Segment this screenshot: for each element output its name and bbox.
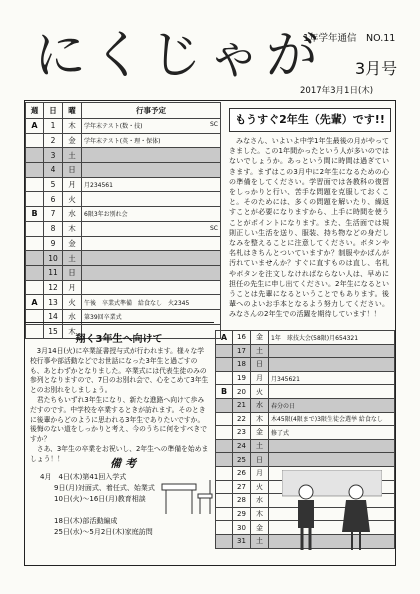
event-cell: 春分の日 bbox=[269, 398, 395, 412]
day-cell: 4 bbox=[44, 163, 63, 178]
schedule-table-march-1 bbox=[25, 102, 221, 339]
week-cell bbox=[216, 494, 233, 508]
dow-cell: 木 bbox=[251, 507, 269, 521]
schedule-row bbox=[26, 265, 221, 280]
dow-cell: 月 bbox=[63, 177, 82, 192]
event-text: 午後 卒業式準備 給食なし 火2345 bbox=[84, 299, 190, 307]
note-item: 25日(水)〜5月2日(木)家庭訪問 bbox=[40, 528, 153, 536]
sc-mark: SC bbox=[210, 225, 218, 233]
day-cell: 12 bbox=[44, 280, 63, 295]
week-cell bbox=[216, 398, 233, 412]
schedule-row bbox=[216, 385, 395, 399]
schedule-row bbox=[216, 358, 395, 372]
day-cell: 10 bbox=[44, 251, 63, 266]
schedule-row bbox=[26, 148, 221, 163]
event-cell: 木45限(4限まで)3限生徒会選挙 給食なし bbox=[269, 412, 395, 426]
note-item: 10日(火)〜16日(月)教育相談 bbox=[40, 495, 146, 503]
dow-cell: 土 bbox=[251, 344, 269, 358]
event-cell bbox=[82, 221, 221, 236]
note-item: 9日(月)対面式、着任式、始業式 bbox=[40, 484, 155, 492]
dow-cell: 日 bbox=[63, 163, 82, 178]
dow-cell: 日 bbox=[251, 358, 269, 372]
schedule-row bbox=[216, 344, 395, 358]
event-text: 第39回卒業式 bbox=[84, 314, 122, 322]
dow-cell: 日 bbox=[63, 265, 82, 280]
day-cell: 24 bbox=[233, 439, 251, 453]
left-article: 3月14日(火)に卒業証書授与式が行われます。様々な学校行事や部活動などでお世話になった3年生と過ごすのも、あとわずかとなりました。卒業式には代表生徒のみの参列となりますので、7日のお別れ会で、心をこめて3年生とのお別れをしましょう。 君たちもいずれ3年生になり、新たな進路へ向けて歩みだすのです。中学校を卒業するときが訪れます。そのときに後輩からどのように思われる3年生でありたいですか。後悔のない道をしっかりと考え、今のうちに何をすべきですか？ さあ、3年生の卒業をお祝いし、2年生への準備を始めましょう！！ bbox=[30, 347, 209, 463]
day-cell: 27 bbox=[233, 480, 251, 494]
week-cell bbox=[26, 251, 44, 266]
dow-cell: 金 bbox=[63, 133, 82, 148]
note-item: 18日(木)部活動編成 bbox=[40, 517, 118, 525]
event-cell bbox=[269, 344, 395, 358]
schedule-row bbox=[216, 371, 395, 385]
day-cell: 14 bbox=[44, 309, 63, 324]
event-cell: 修了式 bbox=[269, 426, 395, 440]
day-cell: 17 bbox=[233, 344, 251, 358]
day-cell: 31 bbox=[233, 534, 251, 548]
schedule-row bbox=[26, 119, 221, 134]
week-cell bbox=[216, 507, 233, 521]
day-cell: 26 bbox=[233, 466, 251, 480]
event-text: 学年末テスト(英・理・保体) bbox=[84, 138, 161, 146]
dow-cell: 火 bbox=[251, 480, 269, 494]
dow-cell: 土 bbox=[63, 148, 82, 163]
schedule-row bbox=[26, 236, 221, 251]
day-cell: 30 bbox=[233, 521, 251, 535]
event-cell bbox=[82, 119, 221, 134]
day-cell: 6 bbox=[44, 192, 63, 207]
dow-cell: 木 bbox=[63, 119, 82, 134]
day-cell: 28 bbox=[233, 494, 251, 508]
sc-mark: SC bbox=[210, 121, 218, 129]
schedule-row bbox=[26, 251, 221, 266]
dow-cell: 木 bbox=[251, 412, 269, 426]
event-cell bbox=[269, 385, 395, 399]
dow-cell: 土 bbox=[251, 534, 269, 548]
dow-cell: 火 bbox=[63, 192, 82, 207]
note-item: 4月 4日(木)第41回入学式 bbox=[40, 473, 127, 481]
event-cell bbox=[82, 236, 221, 251]
week-cell bbox=[26, 221, 44, 236]
day-cell: 29 bbox=[233, 507, 251, 521]
dow-cell: 金 bbox=[251, 331, 269, 345]
week-cell bbox=[216, 480, 233, 494]
day-cell: 8 bbox=[44, 221, 63, 236]
week-cell bbox=[26, 148, 44, 163]
day-cell: 21 bbox=[233, 398, 251, 412]
schedule-row bbox=[216, 331, 395, 345]
schedule-row bbox=[216, 398, 395, 412]
dow-cell: 木 bbox=[63, 324, 82, 339]
header-dow: 曜 bbox=[63, 103, 82, 119]
notes-heading: 備考 bbox=[110, 457, 140, 470]
schedule-row bbox=[26, 192, 221, 207]
event-text: 学年末テスト(数・技) bbox=[84, 123, 143, 131]
dow-cell: 火 bbox=[63, 295, 82, 310]
event-cell bbox=[82, 251, 221, 266]
week-cell bbox=[216, 412, 233, 426]
desk-illustration bbox=[158, 470, 218, 520]
event-cell bbox=[82, 192, 221, 207]
day-cell: 15 bbox=[44, 324, 63, 339]
left-heading: 翔く3年生へ向けて bbox=[75, 334, 163, 345]
day-cell: 22 bbox=[233, 412, 251, 426]
schedule-row bbox=[216, 453, 395, 467]
event-cell bbox=[269, 453, 395, 467]
event-cell bbox=[82, 148, 221, 163]
schedule-row bbox=[26, 221, 221, 236]
day-cell: 5 bbox=[44, 177, 63, 192]
schedule-row bbox=[216, 426, 395, 440]
day-cell: 16 bbox=[233, 331, 251, 345]
day-cell: 20 bbox=[233, 385, 251, 399]
schedule-row bbox=[26, 133, 221, 148]
dow-cell: 水 bbox=[63, 309, 82, 324]
event-cell: 月345621 bbox=[269, 371, 395, 385]
event-cell bbox=[82, 133, 221, 148]
dow-cell: 金 bbox=[251, 521, 269, 535]
schedule-row bbox=[26, 280, 221, 295]
day-cell: 2 bbox=[44, 133, 63, 148]
week-cell bbox=[26, 236, 44, 251]
schedule-row bbox=[26, 295, 221, 310]
week-cell bbox=[26, 265, 44, 280]
event-cell bbox=[82, 295, 221, 310]
event-cell: 1年 球技大会(58限)月654321 bbox=[269, 331, 395, 345]
week-cell bbox=[26, 133, 44, 148]
day-cell: 3 bbox=[44, 148, 63, 163]
event-cell bbox=[82, 265, 221, 280]
event-text: 月234561 bbox=[84, 182, 113, 190]
issue-label: 1年学年通信 NO.11 bbox=[303, 33, 396, 44]
day-cell: 9 bbox=[44, 236, 63, 251]
week-cell bbox=[216, 344, 233, 358]
dow-cell: 水 bbox=[251, 494, 269, 508]
day-cell: 19 bbox=[233, 371, 251, 385]
day-cell: 7 bbox=[44, 207, 63, 222]
newsletter-title: にくじゃが bbox=[34, 26, 325, 86]
week-cell: B bbox=[26, 207, 44, 222]
event-text: 6限3年お別れ会 bbox=[84, 211, 128, 219]
dow-cell: 金 bbox=[63, 236, 82, 251]
month-label: 3月号 bbox=[355, 59, 398, 78]
dow-cell: 金 bbox=[251, 426, 269, 440]
week-cell bbox=[216, 453, 233, 467]
column-body: みなさん、いよいよ中学1年生最後の月がやってきました。この1年間かったという人が多いのではないでしょうか。あっという間に時間は過ぎていきます。まずはこの3月中に2年生になるための心の準備をしてください。学習面では各教科の復習をしっかりと行い、苦手な問題を克服しておくこと。そのためには、多くの問題を解いたり、繰返すことが必要になりますから、上手に時間を使うことがポイントになります。また、生活面では規則正しい生活を送り、服装、持ち物などの身だしなみを整えることに注意してください。ボタンや名札はきちんとついていますか？制服やかばんが汚れていませんか？すぐに直すものは直し、名札やボタンを注文しなければならない人は、早めに担任の先生に申し出てください。2年生になるということは先輩になるということでもあります。後輩へのよいお手本となるよう努力してください。みなさんの2年生での活躍を期待しています！！ bbox=[229, 137, 389, 319]
day-cell: 13 bbox=[44, 295, 63, 310]
dow-cell: 水 bbox=[251, 398, 269, 412]
note-item bbox=[40, 505, 155, 516]
week-cell bbox=[216, 439, 233, 453]
dow-cell: 水 bbox=[63, 207, 82, 222]
event-cell bbox=[269, 358, 395, 372]
week-cell bbox=[26, 280, 44, 295]
event-cell bbox=[82, 177, 221, 192]
week-cell: B bbox=[216, 385, 233, 399]
event-cell bbox=[269, 439, 395, 453]
schedule-row bbox=[26, 177, 221, 192]
dow-cell: 日 bbox=[251, 453, 269, 467]
students-illustration bbox=[282, 470, 382, 560]
week-cell bbox=[216, 534, 233, 548]
header-day: 日 bbox=[44, 103, 63, 119]
event-cell bbox=[82, 163, 221, 178]
week-cell bbox=[216, 371, 233, 385]
week-cell: A bbox=[26, 295, 44, 310]
week-cell bbox=[216, 358, 233, 372]
day-cell: 25 bbox=[233, 453, 251, 467]
header-event: 行事予定 bbox=[82, 103, 221, 119]
schedule-row bbox=[216, 439, 395, 453]
dow-cell: 土 bbox=[251, 439, 269, 453]
event-cell bbox=[82, 280, 221, 295]
week-cell bbox=[216, 426, 233, 440]
schedule-row bbox=[216, 412, 395, 426]
dow-cell: 火 bbox=[251, 385, 269, 399]
week-cell bbox=[26, 192, 44, 207]
dow-cell: 月 bbox=[63, 280, 82, 295]
dow-cell: 月 bbox=[251, 371, 269, 385]
date-label: 2017年3月1日(木) bbox=[300, 86, 374, 96]
notes-list bbox=[40, 472, 155, 538]
dow-cell: 土 bbox=[63, 251, 82, 266]
week-cell bbox=[26, 163, 44, 178]
week-cell bbox=[26, 177, 44, 192]
event-cell bbox=[82, 207, 221, 222]
week-cell bbox=[216, 521, 233, 535]
schedule-row bbox=[26, 163, 221, 178]
divider bbox=[24, 322, 214, 323]
week-cell: A bbox=[26, 119, 44, 134]
day-cell: 11 bbox=[44, 265, 63, 280]
dow-cell: 月 bbox=[251, 466, 269, 480]
dow-cell: 木 bbox=[63, 221, 82, 236]
week-cell: A bbox=[216, 331, 233, 345]
day-cell: 23 bbox=[233, 426, 251, 440]
day-cell: 1 bbox=[44, 119, 63, 134]
column-title: もうすぐ2年生（先輩）です!! bbox=[229, 108, 391, 132]
header-week: 週 bbox=[26, 103, 44, 119]
schedule-row bbox=[26, 207, 221, 222]
week-cell bbox=[216, 466, 233, 480]
day-cell: 18 bbox=[233, 358, 251, 372]
